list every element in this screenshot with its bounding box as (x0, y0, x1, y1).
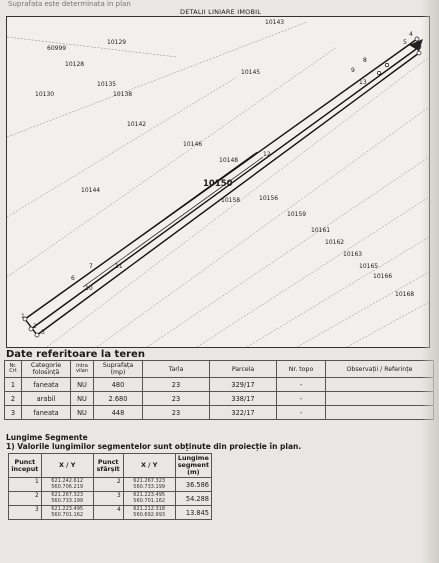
land-cell-topo: - (277, 406, 326, 420)
segments-title-block (6, 433, 301, 451)
segment-end: 3 (93, 492, 123, 506)
land-cell-nr: 2 (5, 392, 22, 406)
segment-length: 13.845 (175, 506, 211, 520)
land-cell-nr: 1 (5, 378, 22, 392)
parcel-label: 10161 (311, 227, 331, 234)
land-cell-cat: faneata (22, 378, 71, 392)
col-tarla: Tarla (143, 361, 210, 378)
coord-y: 560.733.199 (51, 497, 84, 504)
segment-length: 54.288 (175, 492, 211, 506)
point-label: 12 (263, 151, 271, 158)
parcel-label: 60999 (47, 45, 67, 52)
land-cell-intra: NU (71, 378, 94, 392)
parcel-label: 10130 (35, 91, 55, 98)
parcel-label: 10159 (287, 211, 307, 218)
col-xy-start: X / Y (41, 454, 93, 478)
parcel-label: 10163 (343, 251, 363, 258)
parcel-label: 10146 (183, 141, 203, 148)
coord-y: 560.701.162 (51, 511, 84, 518)
segment-length: 36.586 (175, 478, 211, 492)
col-category: Categorie folosință (22, 361, 71, 378)
parcel-label: 10135 (97, 81, 117, 88)
land-cell-tarla: 23 (143, 392, 210, 406)
segment-end: 4 (93, 506, 123, 520)
segment-start: 3 (9, 506, 42, 520)
coord-x: 621.267.323 (133, 478, 166, 484)
parcel-label: 10166 (373, 273, 393, 280)
segment-end: 2 (93, 478, 123, 492)
col-topo: Nr. topo (277, 361, 326, 378)
point-label: 8 (363, 57, 367, 64)
col-length: Lungime segment (m) (175, 454, 211, 478)
blank-area (222, 453, 422, 563)
col-xy-end: X / Y (123, 454, 175, 478)
land-cell-obs (326, 406, 434, 420)
land-data-table (4, 360, 434, 420)
inner-strip (77, 152, 263, 287)
segment-row (9, 478, 212, 492)
coord-x: 621.267.323 (51, 492, 84, 498)
segment-xy-start (41, 506, 93, 520)
coord-x: 621.223.495 (133, 492, 166, 498)
segment-row (9, 492, 212, 506)
segment-xy-start (41, 492, 93, 506)
coord-x: 621.242.612 (51, 478, 84, 484)
land-cell-parcela: 338/17 (210, 392, 277, 406)
land-cell-tarla: 23 (143, 378, 210, 392)
col-nr: Nr. Crt (5, 361, 22, 378)
point-label: 4 (409, 31, 413, 38)
col-observations: Observații / Referințe (326, 361, 434, 378)
land-cell-cat: arabil (22, 392, 71, 406)
coord-y: 560.733.199 (133, 483, 166, 490)
land-row (5, 392, 434, 406)
parcel-label: 10168 (395, 291, 415, 298)
land-cell-topo: - (277, 378, 326, 392)
point-label: 6 (71, 275, 75, 282)
col-intravilan: Intra vilan (71, 361, 94, 378)
land-data-title: Date referitoare la teren (6, 349, 145, 360)
parcel-label: 10144 (81, 187, 101, 194)
coord-y: 560.701.162 (133, 497, 166, 504)
parcel-label: 10156 (259, 195, 279, 202)
land-cell-topo: - (277, 392, 326, 406)
parcel-label: 10138 (113, 91, 133, 98)
coord-x: 621.212.318 (133, 506, 166, 512)
land-cell-cat: faneata (22, 406, 71, 420)
segment-start: 2 (9, 492, 42, 506)
point-label: 11 (115, 263, 123, 270)
point-label: 10 (85, 285, 93, 292)
map-title: DETALII LINIARE IMOBIL (180, 8, 262, 16)
land-cell-supr: 448 (94, 406, 143, 420)
segment-row (9, 506, 212, 520)
point-label: 5 (403, 39, 407, 46)
segment-start: 1 (9, 478, 42, 492)
segment-xy-end (123, 492, 175, 506)
parcel-label: 10158 (221, 197, 241, 204)
segment-xy-end (123, 478, 175, 492)
parcel-label: 10128 (65, 61, 85, 68)
segments-table (8, 453, 212, 520)
point-label: 2 (33, 323, 37, 330)
land-cell-nr: 3 (5, 406, 22, 420)
parcel-label: 10165 (359, 263, 379, 270)
coord-y: 560.706.219 (51, 483, 84, 490)
segments-title: Lungime Segmente (6, 433, 88, 442)
land-cell-tarla: 23 (143, 406, 210, 420)
col-start-point: Punct început (9, 454, 42, 478)
coord-y: 560.692.993 (133, 511, 166, 518)
point-label: 1 (21, 313, 25, 320)
point-label: 9 (351, 67, 355, 74)
parcel-label: 10145 (241, 69, 261, 76)
land-row (5, 406, 434, 420)
segment-xy-end (123, 506, 175, 520)
land-cell-obs (326, 378, 434, 392)
land-cell-supr: 480 (94, 378, 143, 392)
parcel-map (6, 16, 430, 348)
page-edge-shadow (421, 0, 439, 563)
col-area: Suprafața (mp) (94, 361, 143, 378)
land-cell-intra: NU (71, 406, 94, 420)
col-parcela: Parcela (210, 361, 277, 378)
parcel-label: 10143 (265, 19, 285, 26)
land-cell-obs (326, 392, 434, 406)
parcel-label-main: 10150 (203, 179, 233, 189)
parcel-label: 10162 (325, 239, 345, 246)
segments-table-header (9, 454, 212, 478)
parcel-label: 10142 (127, 121, 147, 128)
land-row (5, 378, 434, 392)
parcel-label: 10148 (219, 157, 239, 164)
land-table-header (5, 361, 434, 378)
top-strip-text: Suprafata este determinata in plan (8, 0, 131, 8)
col-end-point: Punct sfârșit (93, 454, 123, 478)
land-cell-parcela: 329/17 (210, 378, 277, 392)
parcel-label: 10129 (107, 39, 127, 46)
land-cell-supr: 2.680 (94, 392, 143, 406)
coord-x: 621.223.495 (51, 506, 84, 512)
land-cell-parcela: 322/17 (210, 406, 277, 420)
segment-xy-start (41, 478, 93, 492)
point-label: 7 (89, 263, 93, 270)
point-label: 3 (41, 329, 45, 336)
land-cell-intra: NU (71, 392, 94, 406)
segments-note: 1) Valorile lungimilor segmentelor sunt obținute din proiecție în plan. (6, 442, 302, 451)
point-label: 13 (359, 79, 367, 86)
